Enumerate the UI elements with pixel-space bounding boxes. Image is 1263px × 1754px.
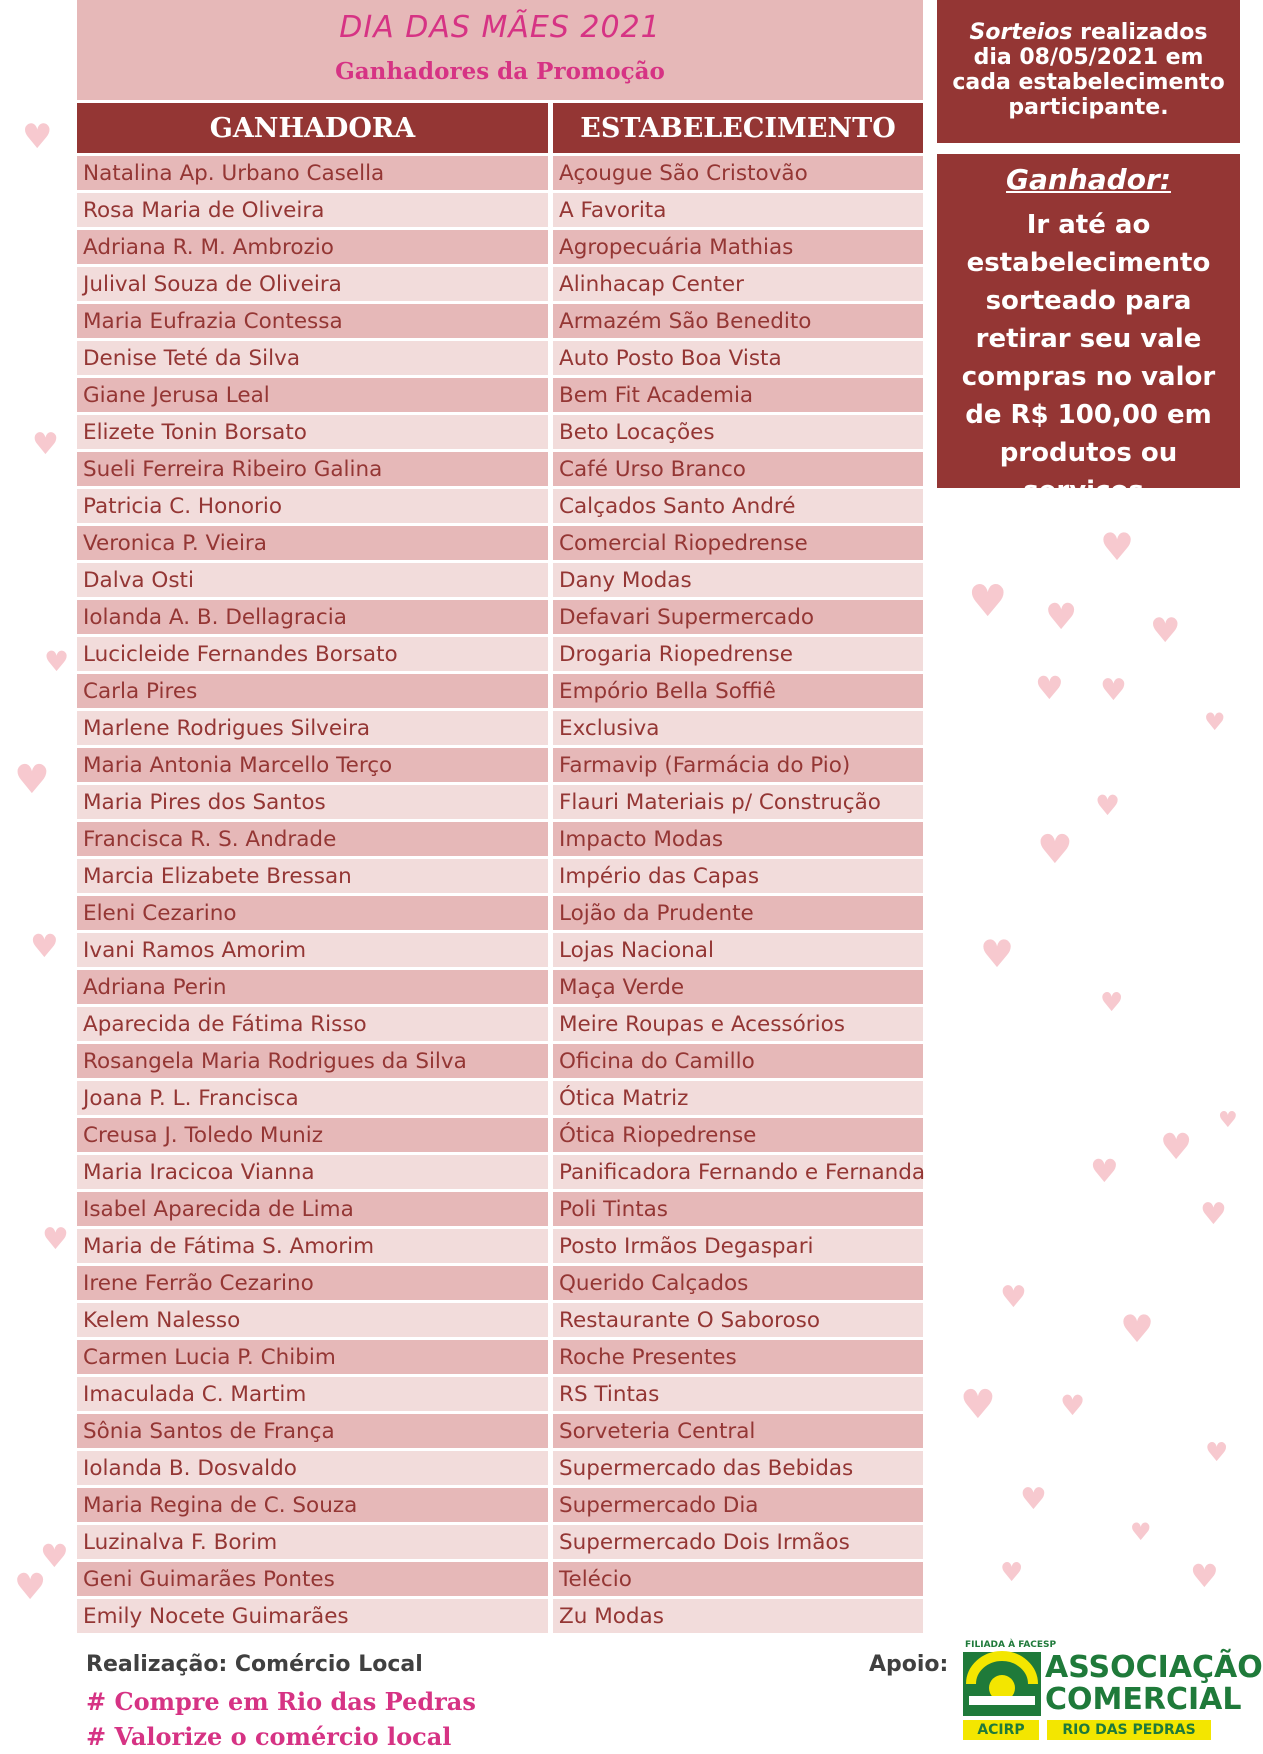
ganhadora-cell: Denise Teté da Silva: [77, 341, 548, 375]
sorteio-em: Sorteios: [969, 20, 1073, 45]
heart-icon: ♥: [1100, 988, 1124, 1018]
estabelecimento-cell: Supermercado Dia: [553, 1488, 923, 1522]
ganhadora-cell: Marlene Rodrigues Silveira: [77, 711, 548, 745]
estabelecimento-cell: Posto Irmãos Degaspari: [553, 1229, 923, 1263]
heart-icon: ♥: [32, 427, 59, 462]
heart-icon: ♥: [1000, 1280, 1027, 1315]
ganhadora-cell: Maria Pires dos Santos: [77, 785, 548, 819]
ganhadora-cell: Dalva Osti: [77, 563, 548, 597]
ganhadora-cell: Luzinalva F. Borim: [77, 1525, 548, 1559]
hashtag-compre: # Compre em Rio das Pedras: [86, 1687, 476, 1716]
estabelecimento-cell: Zu Modas: [553, 1599, 923, 1633]
ganhadora-cell: Patricia C. Honorio: [77, 489, 548, 523]
estabelecimento-cell: Supermercado Dois Irmãos: [553, 1525, 923, 1559]
heart-icon: ♥: [1205, 1438, 1229, 1468]
heart-icon: ♥: [14, 1567, 47, 1608]
table-row: [77, 748, 923, 782]
ganhadora-cell: Emily Nocete Guimarães: [77, 1599, 548, 1633]
table-row: [77, 267, 923, 301]
heart-icon: ♥: [1020, 1482, 1047, 1517]
table-header-row: [77, 103, 923, 153]
table-row: [77, 378, 923, 412]
heart-icon: ♥: [1218, 1108, 1238, 1133]
heart-icon: ♥: [1045, 597, 1078, 638]
estabelecimento-cell: Supermercado das Bebidas: [553, 1451, 923, 1485]
table-row: [77, 304, 923, 338]
table-row: [77, 415, 923, 449]
table-row: [77, 711, 923, 745]
table-row: [77, 489, 923, 523]
table-row: [77, 859, 923, 893]
ganhadora-cell: Carla Pires: [77, 674, 548, 708]
table-row: [77, 1081, 923, 1115]
ganhadora-cell: Geni Guimarães Pontes: [77, 1562, 548, 1596]
logo-name: [1045, 1652, 1263, 1716]
ganhadora-cell: Elizete Tonin Borsato: [77, 415, 548, 449]
ganhadora-cell: Rosa Maria de Oliveira: [77, 193, 548, 227]
estabelecimento-cell: Meire Roupas e Acessórios: [553, 1007, 923, 1041]
estabelecimento-cell: RS Tintas: [553, 1377, 923, 1411]
ganhador-info-box: [937, 154, 1240, 506]
ganhadora-cell: Julival Souza de Oliveira: [77, 267, 548, 301]
winners-table: [77, 103, 926, 1636]
ganhadora-cell: Natalina Ap. Urbano Casella: [77, 156, 548, 190]
ganhadora-cell: Isabel Aparecida de Lima: [77, 1192, 548, 1226]
heart-icon: ♥: [1060, 1389, 1086, 1422]
table-row: [77, 1192, 923, 1226]
estabelecimento-cell: Restaurante O Saboroso: [553, 1303, 923, 1337]
ganhadora-cell: Adriana Perin: [77, 970, 548, 1004]
estabelecimento-cell: Café Urso Branco: [553, 452, 923, 486]
ganhadora-cell: Marcia Elizabete Bressan: [77, 859, 548, 893]
column-header-ganhadora: GANHADORA: [77, 103, 548, 153]
table-row: [77, 970, 923, 1004]
ganhadora-cell: Sônia Santos de França: [77, 1414, 548, 1448]
table-row: [77, 896, 923, 930]
estabelecimento-cell: Alinhacap Center: [553, 267, 923, 301]
heart-icon: ♥: [1200, 1197, 1227, 1232]
ganhadora-cell: Maria de Fátima S. Amorim: [77, 1229, 548, 1263]
ganhadora-cell: Eleni Cezarino: [77, 896, 548, 930]
title-banner: [77, 0, 923, 100]
table-row: [77, 1377, 923, 1411]
ganhadora-cell: Carmen Lucia P. Chibim: [77, 1340, 548, 1374]
ganhadora-cell: Maria Eufrazia Contessa: [77, 304, 548, 338]
ganhadora-cell: Maria Antonia Marcello Terço: [77, 748, 548, 782]
estabelecimento-cell: Maça Verde: [553, 970, 923, 1004]
heart-icon: ♥: [1120, 1307, 1155, 1351]
table-row: [77, 452, 923, 486]
table-row: [77, 193, 923, 227]
table-row: [77, 674, 923, 708]
ganhadora-cell: Veronica P. Vieira: [77, 526, 548, 560]
table-row: [77, 230, 923, 264]
heart-icon: ♥: [1095, 789, 1121, 822]
ganhadora-cell: Kelem Nalesso: [77, 1303, 548, 1337]
sorteio-text: realizados dia 08/05/2021 em cada estabelecimento participante.: [952, 20, 1225, 120]
heart-icon: ♥: [960, 1382, 996, 1428]
heart-icon: ♥: [1190, 1557, 1219, 1595]
estabelecimento-cell: Bem Fit Academia: [553, 378, 923, 412]
table-row: [77, 933, 923, 967]
table-row: [77, 1266, 923, 1300]
estabelecimento-cell: Império das Capas: [553, 859, 923, 893]
page-subtitle: Ganhadores da Promoção: [335, 58, 665, 85]
estabelecimento-cell: Panificadora Fernando e Fernanda: [553, 1155, 923, 1189]
table-row: [77, 822, 923, 856]
estabelecimento-cell: Ótica Riopedrense: [553, 1118, 923, 1152]
estabelecimento-cell: Calçados Santo André: [553, 489, 923, 523]
heart-icon: ♥: [1090, 1152, 1119, 1190]
estabelecimento-cell: Defavari Supermercado: [553, 600, 923, 634]
hashtag-valorize: # Valorize o comércio local: [86, 1722, 452, 1751]
table-row: [77, 526, 923, 560]
table-row: [77, 1155, 926, 1189]
column-header-estabelecimento: ESTABELECIMENTO: [553, 103, 923, 153]
table-row: [77, 1007, 923, 1041]
estabelecimento-cell: Querido Calçados: [553, 1266, 923, 1300]
ganhadora-cell: Aparecida de Fátima Risso: [77, 1007, 548, 1041]
estabelecimento-cell: Ótica Matriz: [553, 1081, 923, 1115]
realizacao-text: Realização: Comércio Local: [86, 1652, 423, 1677]
estabelecimento-cell: Poli Tintas: [553, 1192, 923, 1226]
estabelecimento-cell: Roche Presentes: [553, 1340, 923, 1374]
ganhadora-cell: Iolanda B. Dosvaldo: [77, 1451, 548, 1485]
ganhador-instructions: Ir até ao estabelecimento sorteado para retirar seu vale compras no valor de R$ 100,00 em produtos ou serviços.: [961, 210, 1216, 506]
estabelecimento-cell: Impacto Modas: [553, 822, 923, 856]
estabelecimento-cell: Açougue São Cristovão: [553, 156, 923, 190]
ganhadora-cell: Imaculada C. Martim: [77, 1377, 548, 1411]
table-row: [77, 1229, 923, 1263]
heart-icon: ♥: [30, 927, 59, 965]
ganhadora-cell: Giane Jerusa Leal: [77, 378, 548, 412]
heart-icon: ♥: [968, 576, 1008, 627]
heart-icon: ♥: [1035, 669, 1064, 707]
page-title: DIA DAS MÃES 2021: [339, 10, 661, 45]
ganhadora-cell: Creusa J. Toledo Muniz: [77, 1118, 548, 1152]
estabelecimento-cell: Beto Locações: [553, 415, 923, 449]
table-row: [77, 637, 923, 671]
heart-icon: ♥: [1100, 673, 1127, 708]
ganhadora-cell: Francisca R. S. Andrade: [77, 822, 548, 856]
estabelecimento-cell: Armazém São Benedito: [553, 304, 923, 338]
estabelecimento-cell: Empório Bella Soffiê: [553, 674, 923, 708]
estabelecimento-cell: Auto Posto Boa Vista: [553, 341, 923, 375]
estabelecimento-cell: Lojas Nacional: [553, 933, 923, 967]
estabelecimento-cell: Flauri Materiais p/ Construção: [553, 785, 923, 819]
logo-filiada-text: FILIADA À FACESP: [965, 1640, 1057, 1650]
heart-icon: ♥: [40, 1537, 69, 1575]
logo-name-line1: ASSOCIAÇÃO: [1045, 1650, 1263, 1685]
heart-icon: ♥: [44, 645, 70, 678]
estabelecimento-cell: Farmavip (Farmácia do Pio): [553, 748, 923, 782]
table-row: [77, 341, 923, 375]
estabelecimento-cell: Telécio: [553, 1562, 923, 1596]
logo-name-line2: COMERCIAL: [1045, 1682, 1242, 1717]
estabelecimento-cell: Oficina do Camillo: [553, 1044, 923, 1078]
estabelecimento-cell: Lojão da Prudente: [553, 896, 923, 930]
table-row: [77, 600, 923, 634]
heart-icon: ♥: [14, 757, 50, 803]
heart-icon: ♥: [42, 1222, 69, 1257]
table-row: [77, 1451, 923, 1485]
table-row: [77, 1118, 923, 1152]
heart-icon: ♥: [1000, 1558, 1024, 1588]
ganhadora-cell: Maria Iracicoa Vianna: [77, 1155, 548, 1189]
table-row: [77, 1599, 923, 1633]
ganhadora-cell: Maria Regina de C. Souza: [77, 1488, 548, 1522]
table-row: [77, 1525, 923, 1559]
estabelecimento-cell: A Favorita: [553, 193, 923, 227]
table-row: [77, 1562, 923, 1596]
estabelecimento-cell: Drogaria Riopedrense: [553, 637, 923, 671]
table-row: [77, 1340, 923, 1374]
heart-icon: ♥: [1037, 827, 1073, 873]
table-row: [77, 1488, 923, 1522]
ganhadora-cell: Iolanda A. B. Dellagracia: [77, 600, 548, 634]
ganhadora-cell: Lucicleide Fernandes Borsato: [77, 637, 548, 671]
estabelecimento-cell: Exclusiva: [553, 711, 923, 745]
apoio-label: Apoio:: [869, 1652, 949, 1677]
ganhadora-cell: Irene Ferrão Cezarino: [77, 1266, 548, 1300]
table-row: [77, 1303, 923, 1337]
associacao-comercial-logo: [963, 1640, 1263, 1745]
table-row: [77, 1414, 923, 1448]
estabelecimento-cell: Agropecuária Mathias: [553, 230, 923, 264]
heart-icon: ♥: [1160, 1127, 1193, 1168]
table-row: [77, 1044, 923, 1078]
heart-icon: ♥: [1100, 525, 1135, 569]
estabelecimento-cell: Comercial Riopedrense: [553, 526, 923, 560]
heart-icon: ♥: [22, 117, 53, 157]
heart-icon: ♥: [1204, 708, 1226, 736]
table-row: [77, 785, 923, 819]
table-row: [77, 156, 923, 190]
table-row: [77, 563, 923, 597]
sorteio-info-box: [937, 0, 1240, 143]
table-body: [77, 156, 926, 1633]
heart-icon: ♥: [980, 932, 1015, 976]
logo-emblem-icon: [963, 1652, 1041, 1716]
estabelecimento-cell: Dany Modas: [553, 563, 923, 597]
ganhadora-cell: Adriana R. M. Ambrozio: [77, 230, 548, 264]
ganhadora-cell: Sueli Ferreira Ribeiro Galina: [77, 452, 548, 486]
ganhadora-cell: Rosangela Maria Rodrigues da Silva: [77, 1044, 548, 1078]
ganhadora-cell: Joana P. L. Francisca: [77, 1081, 548, 1115]
logo-bar-rio-das-pedras: RIO DAS PEDRAS: [1047, 1720, 1211, 1740]
ganhadora-cell: Ivani Ramos Amorim: [77, 933, 548, 967]
ganhador-heading: Ganhador:: [1006, 163, 1171, 196]
logo-bar-acirp: ACIRP: [963, 1720, 1039, 1740]
heart-icon: ♥: [1150, 611, 1181, 651]
heart-icon: ♥: [1130, 1518, 1152, 1546]
estabelecimento-cell: Sorveteria Central: [553, 1414, 923, 1448]
